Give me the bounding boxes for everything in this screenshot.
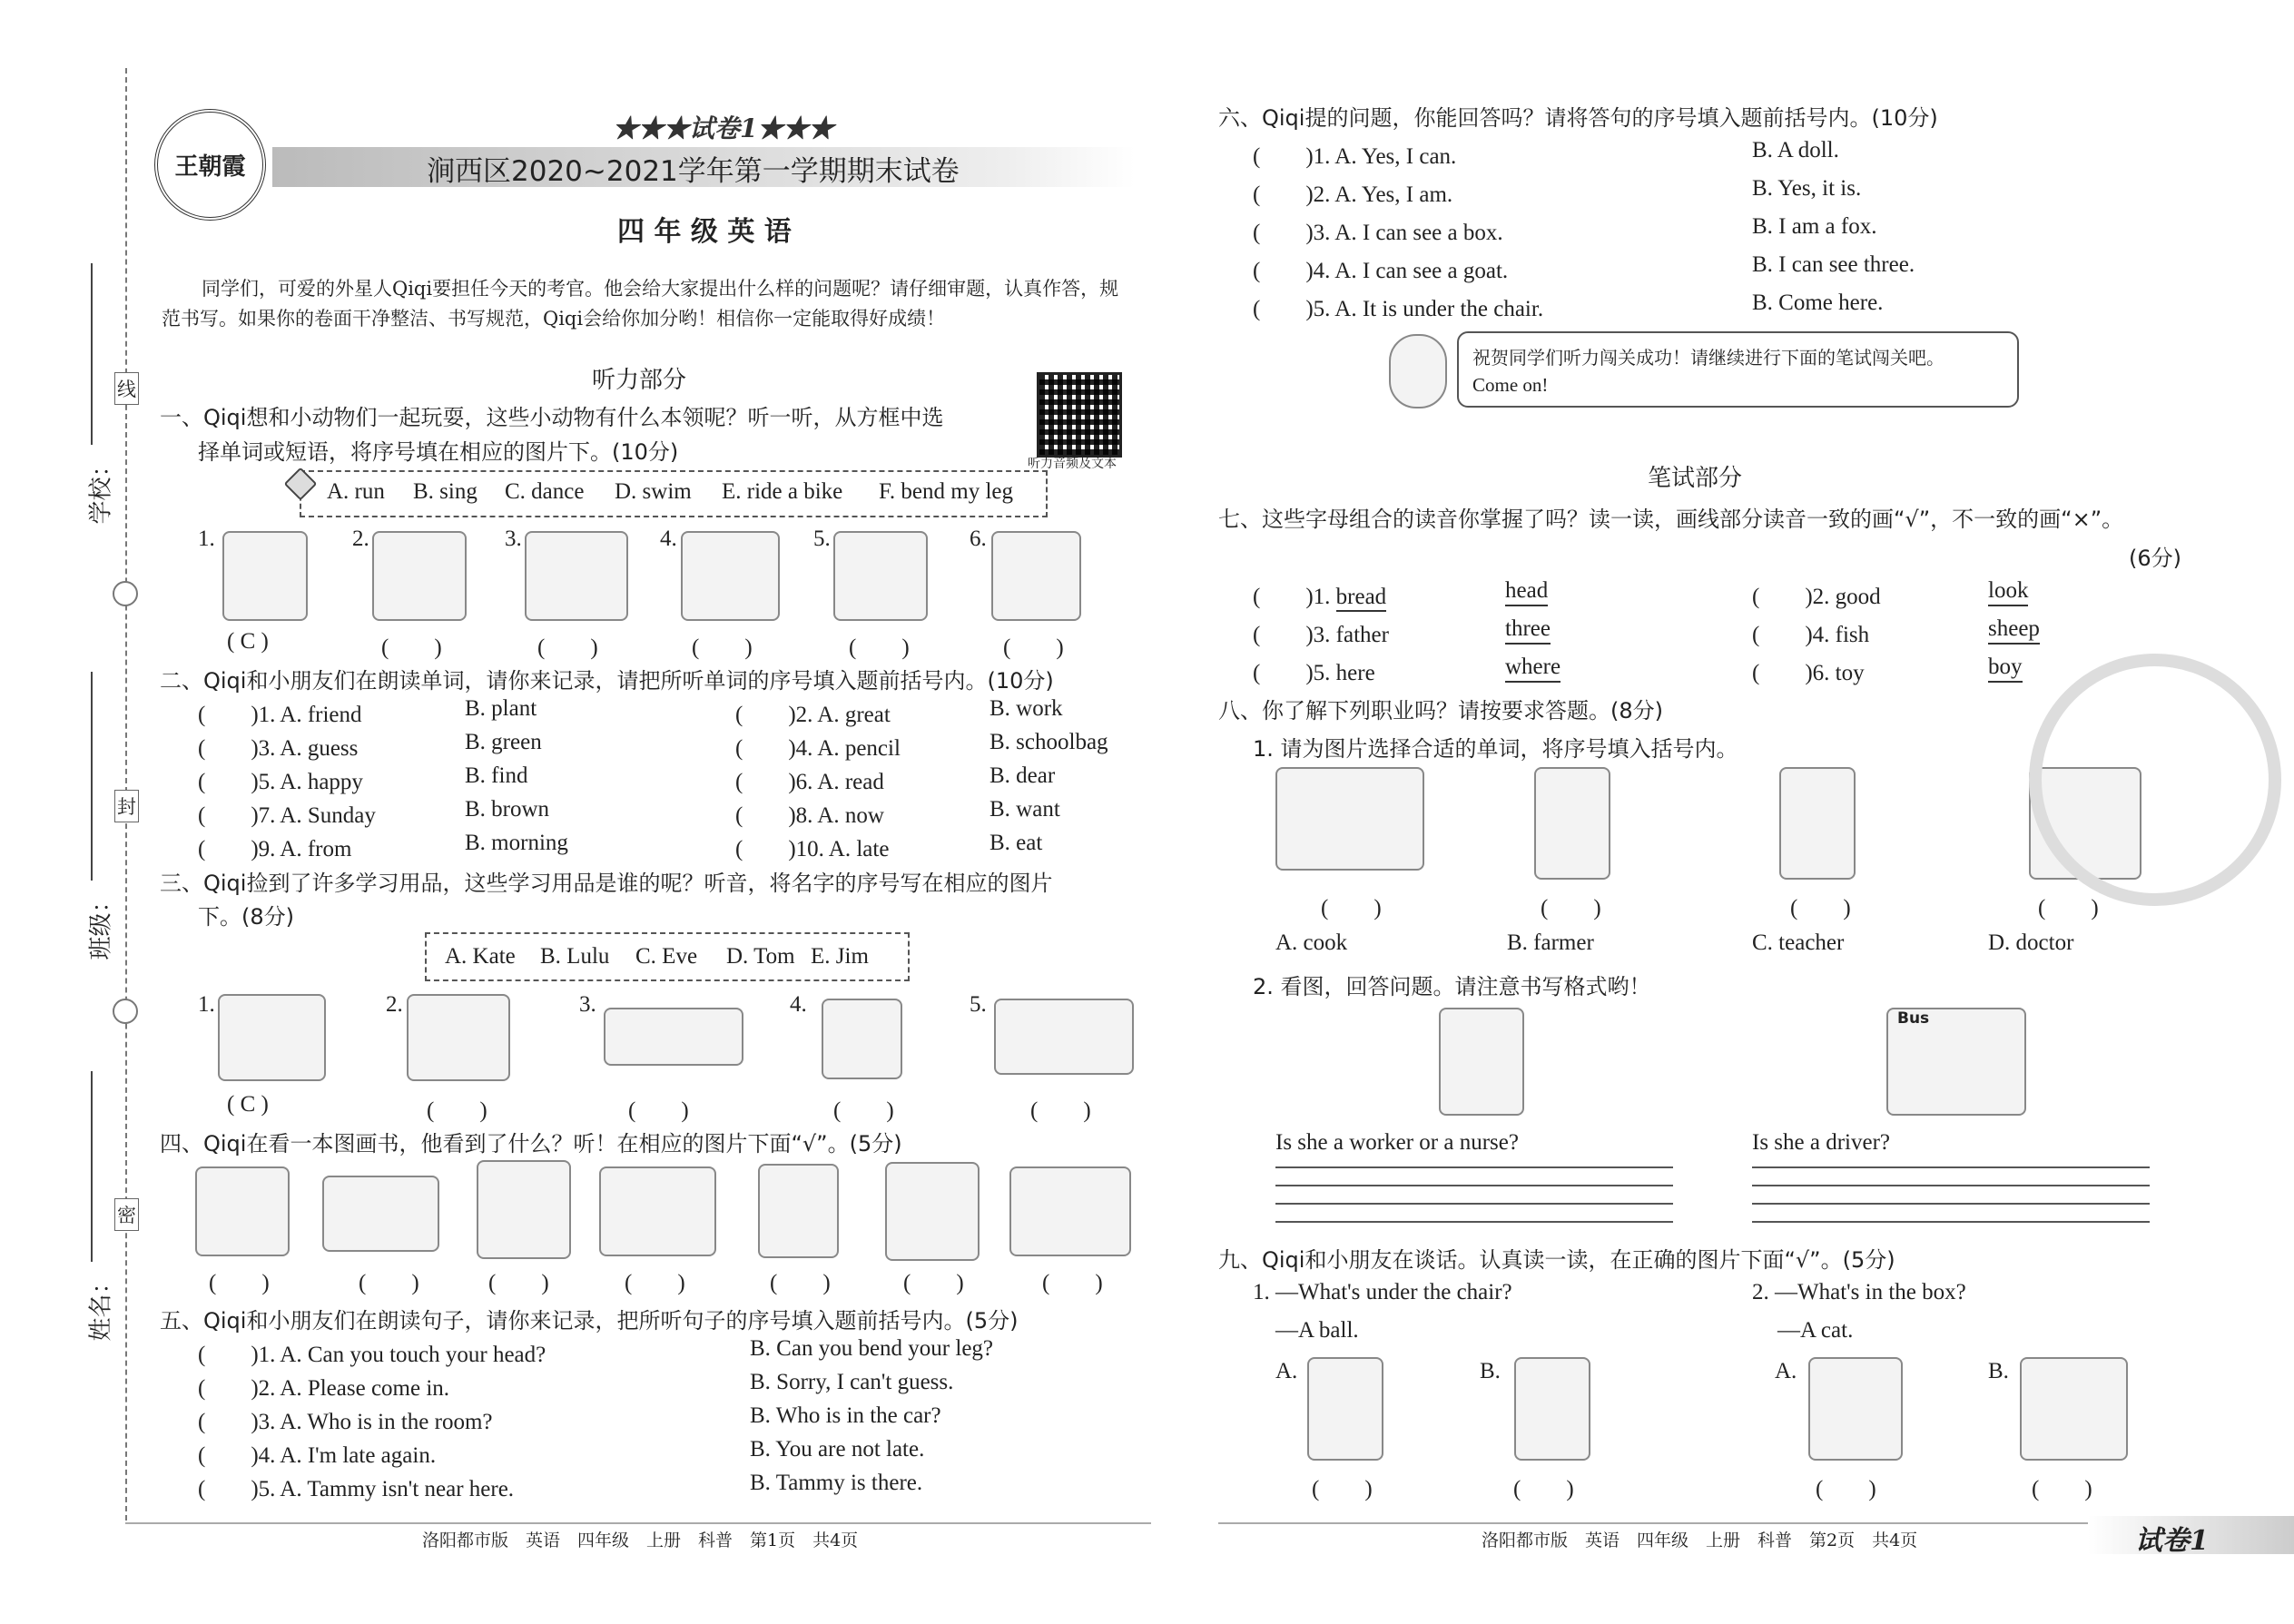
s9-label: A.: [1775, 1359, 1797, 1383]
s7-cell: ( )2. good: [1752, 585, 1881, 609]
side-school-label: 学校：: [87, 453, 115, 525]
s1-title-line2: 择单词或短语，将序号填在相应的图片下。(10分): [198, 439, 679, 465]
monkey-icon: [758, 1164, 839, 1258]
s8-option: C. teacher: [1752, 930, 1845, 955]
s2-cell: ( )1. A. friend: [198, 703, 362, 727]
s5-title: 五、Qiqi和小朋友们在朗读句子，请你来记录，把所听句子的序号填入题前括号内。(5分): [160, 1308, 1019, 1334]
s1-item-number: 3.: [505, 527, 522, 551]
s8-answer: ( ): [1321, 896, 1382, 920]
subject-title: 四 年 级 英 语: [617, 216, 792, 248]
s8-option: A. cook: [1275, 930, 1348, 955]
s5-cell: ( )2. A. Please come in.: [198, 1376, 450, 1401]
secret-seal-watermark-icon: [2029, 654, 2281, 906]
s7-cell: ( )5. here: [1253, 661, 1375, 685]
s8-option: D. doctor: [1988, 930, 2074, 955]
pig-icon: [525, 531, 628, 621]
s1-answer: ( ): [537, 635, 598, 660]
s9-label: A.: [1275, 1359, 1298, 1383]
s2-cell: B. green: [465, 730, 542, 754]
s7-word: sheep: [1988, 616, 2040, 645]
s4-answer: ( ): [488, 1271, 549, 1295]
s5-cell: ( )1. A. Can you touch your head?: [198, 1343, 546, 1367]
table-with-clock-icon: [2020, 1357, 2128, 1461]
s9-q1: 1. —What's under the chair?: [1253, 1280, 1512, 1304]
s7-word: head: [1505, 578, 1548, 606]
s2-cell: B. brown: [465, 797, 550, 822]
s4-answer: ( ): [625, 1271, 685, 1295]
cow-icon: [599, 1166, 716, 1256]
s9-label: B.: [1480, 1359, 1501, 1383]
s5-cell: B. Sorry, I can't guess.: [750, 1370, 954, 1394]
writing-line[interactable]: [1275, 1221, 1673, 1223]
s3-option: C. Eve: [635, 944, 698, 969]
s1-item-number: 2.: [352, 527, 369, 551]
s3-item-number: 3.: [579, 992, 596, 1017]
s1-answer: ( C ): [227, 629, 269, 654]
s7-title: 七、这些字母组合的读音你掌握了吗？读一读，画线部分读音一致的画“√”，不一致的画“×”。: [1218, 507, 2124, 532]
s6-title: 六、Qiqi提的问题，你能回答吗？请将答句的序号填入题前括号内。(10分): [1218, 105, 1938, 131]
s4-answer: ( ): [1042, 1271, 1103, 1295]
bees-icon: [322, 1176, 439, 1252]
s6-cell: B. I can see three.: [1752, 252, 1915, 277]
side-mark-secret: 密: [114, 1198, 139, 1231]
s9-answer: ( ): [1816, 1477, 1876, 1501]
bear-icon: [195, 1166, 290, 1256]
writing-line[interactable]: [1752, 1185, 2150, 1186]
s3-option: A. Kate: [445, 944, 516, 969]
bird-icon: [681, 531, 780, 621]
s3-item-number: 5.: [970, 992, 987, 1017]
chair-with-ball-under-icon: [1514, 1357, 1590, 1461]
writing-line[interactable]: [1275, 1185, 1673, 1186]
s7-cell: [1253, 578, 1386, 611]
side-class-line: [91, 672, 93, 881]
farmer-icon: [1779, 767, 1856, 880]
cat-in-box-icon: [1808, 1357, 1903, 1461]
s2-cell: B. plant: [465, 696, 537, 721]
s3-title-line1: 三、Qiqi捡到了许多学习用品，这些学习用品是谁的呢？听音，将名字的序号写在相应的图片: [160, 871, 1053, 896]
logo-text: 王朝霞: [174, 153, 246, 181]
s7-word: look: [1988, 578, 2028, 606]
panda-icon: [885, 1162, 980, 1261]
side-school-line: [91, 263, 93, 445]
s3-item-number: 1.: [198, 992, 215, 1017]
side-name-label: 姓名：: [87, 1270, 115, 1342]
book-icon: [994, 999, 1134, 1075]
s5-cell: B. Tammy is there.: [750, 1471, 923, 1495]
s9-title: 九、Qiqi和小朋友在谈话。认真读一读，在正确的图片下面“√”。(5分): [1218, 1247, 1895, 1273]
intro-line-2: 范书写。如果你的卷面干净整洁、书写规范，Qiqi会给你加分哟！相信你一定能取得好成绩！: [162, 308, 946, 330]
writing-line[interactable]: [1752, 1203, 2150, 1205]
s2-cell: B. find: [465, 763, 528, 788]
writing-heading: 笔试部分: [1648, 465, 1743, 492]
s6-cell: ( )1. A. Yes, I can.: [1253, 144, 1457, 169]
s9-q2: 2. —What's in the box?: [1752, 1280, 1966, 1304]
s1-option: D. swim: [615, 479, 692, 504]
s5-cell: ( )4. A. I'm late again.: [198, 1443, 437, 1468]
binding-hole-icon: [113, 999, 138, 1024]
banner-label: ★★★试卷1★★★: [613, 113, 834, 143]
worker-woman-icon: [1439, 1008, 1524, 1116]
s4-answer: ( ): [359, 1271, 419, 1295]
side-class-label: 班级：: [87, 889, 115, 960]
s5-cell: B. Who is in the car?: [750, 1403, 941, 1428]
s1-answer: ( ): [381, 635, 442, 660]
s8-title: 八、你了解下列职业吗？请按要求答题。(8分): [1218, 698, 1663, 723]
side-mark-seal: 封: [114, 790, 139, 822]
s8-answer: ( ): [1541, 896, 1601, 920]
s2-cell: ( )8. A. now: [735, 803, 884, 828]
s5-cell: ( )3. A. Who is in the room?: [198, 1410, 493, 1434]
bag-icon: [218, 994, 326, 1081]
s1-answer: ( ): [1003, 635, 1064, 660]
s3-answer: ( ): [833, 1098, 894, 1123]
s2-cell: B. work: [989, 696, 1063, 721]
s5-cell: B. You are not late.: [750, 1437, 925, 1462]
footer-rule-left: [125, 1522, 1151, 1524]
s1-option: E. ride a bike: [722, 479, 843, 504]
s7-cell: ( )6. toy: [1752, 661, 1865, 685]
s3-option: E. Jim: [811, 944, 869, 969]
s2-cell: B. want: [989, 797, 1060, 822]
s3-answer: ( C ): [227, 1092, 269, 1117]
footer-right: 洛阳都市版 英语 四年级 上册 科普 第2页 共4页: [1482, 1530, 1918, 1550]
s4-title: 四、Qiqi在看一本图画书，他看到了什么？听！在相应的图片下面“√”。(5分): [160, 1131, 902, 1156]
alien-qiqi-icon: [1389, 334, 1447, 408]
s9-answer: ( ): [2032, 1477, 2092, 1501]
s9-answer: ( ): [1312, 1477, 1373, 1501]
s2-title: 二、Qiqi和小朋友们在朗读单词，请你来记录，请把所听单词的序号填入题前括号内。(10分): [160, 668, 1054, 694]
s3-option: D. Tom: [726, 944, 795, 969]
s3-item-number: 4.: [790, 992, 807, 1017]
chicken-icon: [222, 531, 308, 621]
listening-heading: 听力部分: [592, 367, 687, 394]
s2-cell: ( )2. A. great: [735, 703, 891, 727]
s1-item-number: 1.: [198, 527, 215, 551]
writing-line[interactable]: [1275, 1166, 1673, 1168]
s8-option: B. farmer: [1507, 930, 1594, 955]
s2-cell: B. eat: [989, 831, 1043, 855]
s1-option: A. run: [327, 479, 385, 504]
s2-cell: ( )9. A. from: [198, 837, 352, 861]
s7-cell: ( )4. fish: [1752, 623, 1870, 647]
bubble-line-2: Come on!: [1472, 374, 1549, 396]
doctor-icon: [1534, 767, 1610, 880]
s2-cell: ( )10. A. late: [735, 837, 890, 861]
s4-answer: ( ): [770, 1271, 831, 1295]
s7-word: where: [1505, 655, 1561, 683]
s8-answer: ( ): [2038, 896, 2099, 920]
s9-a2: —A cat.: [1777, 1318, 1854, 1343]
s3-item-number: 2.: [386, 992, 403, 1017]
chair-with-ball-on-icon: [1307, 1357, 1383, 1461]
s7-score: (6分): [2129, 546, 2181, 571]
s1-item-number: 4.: [660, 527, 677, 551]
s2-cell: B. morning: [465, 831, 568, 855]
s2-cell: ( )6. A. read: [735, 770, 884, 794]
s1-item-number: 5.: [813, 527, 831, 551]
footer-tag: 试卷1: [2135, 1525, 2209, 1557]
s6-cell: ( )3. A. I can see a box.: [1253, 221, 1503, 245]
s8-q2: 2. 看图，回答问题。请注意书写格式哟！: [1253, 974, 1651, 999]
s7-word: boy: [1988, 655, 2023, 683]
s6-cell: B. Come here.: [1752, 290, 1884, 315]
fish-icon: [372, 531, 467, 621]
s5-cell: B. Can you bend your leg?: [750, 1336, 994, 1361]
pencil-icon: [822, 999, 902, 1079]
s2-cell: ( )4. A. pencil: [735, 736, 901, 761]
s1-option: B. sing: [413, 479, 478, 504]
tree-icon: [477, 1160, 571, 1259]
qr-code-icon: [1037, 372, 1122, 458]
footer-left: 洛阳都市版 英语 四年级 上册 科普 第1页 共4页: [422, 1530, 859, 1550]
s7-word: three: [1505, 616, 1551, 645]
s3-answer: ( ): [1030, 1098, 1091, 1123]
s6-cell: ( )4. A. I can see a goat.: [1253, 259, 1509, 283]
intro-line-1: 同学们，可爱的外星人Qiqi要担任今天的考官。他会给大家提出什么样的问题呢？请仔细审题，认真作答，规: [202, 278, 1119, 300]
writing-line[interactable]: [1752, 1221, 2150, 1223]
teacher-icon: [1275, 767, 1424, 871]
s1-title-line1: 一、Qiqi想和小动物们一起玩耍，这些小动物有什么本领呢？听一听，从方框中选: [160, 405, 944, 430]
s8-q1: 1. 请为图片选择合适的单词，将序号填入括号内。: [1253, 736, 1738, 762]
s1-option: F. bend my leg: [879, 479, 1013, 504]
s6-cell: ( )2. A. Yes, I am.: [1253, 182, 1453, 207]
s2-cell: ( )7. A. Sunday: [198, 803, 376, 828]
s4-answer: ( ): [209, 1271, 270, 1295]
squirrel-icon: [833, 531, 928, 621]
binding-hole-icon: [113, 581, 138, 606]
bus-label: Bus: [1897, 1009, 1930, 1028]
s3-option: B. Lulu: [540, 944, 610, 969]
qr-caption: 听力音频及文本: [1028, 457, 1117, 471]
s2-cell: B. dear: [989, 763, 1056, 788]
knife-icon: [407, 994, 510, 1081]
s1-answer: ( ): [849, 635, 910, 660]
s6-cell: B. I am a fox.: [1752, 214, 1877, 239]
house-icon: [1009, 1166, 1131, 1256]
s1-answer: ( ): [692, 635, 753, 660]
s8-answer: ( ): [1790, 896, 1851, 920]
bubble-line-1: 祝贺同学们听力闯关成功！请继续进行下面的笔试闯关吧。: [1472, 347, 1944, 369]
s5-cell: ( )5. A. Tammy isn't near here.: [198, 1477, 515, 1501]
s4-answer: ( ): [903, 1271, 964, 1295]
side-name-line: [91, 1071, 93, 1262]
s6-cell: B. Yes, it is.: [1752, 176, 1862, 201]
s3-answer: ( ): [427, 1098, 487, 1123]
s9-label: B.: [1988, 1359, 2009, 1383]
s8-question-a: Is she a worker or a nurse?: [1275, 1130, 1519, 1155]
s3-answer: ( ): [628, 1098, 689, 1123]
s2-cell: ( )3. A. guess: [198, 736, 359, 761]
writing-line[interactable]: [1752, 1166, 2150, 1168]
exam-title: 涧西区2020~2021学年第一学期期末试卷: [427, 155, 960, 188]
s3-title-line2: 下。(8分): [198, 904, 294, 930]
s6-cell: ( )5. A. It is under the chair.: [1253, 297, 1544, 321]
side-mark-line: 线: [114, 372, 139, 405]
s8-question-b: Is she a driver?: [1752, 1130, 1891, 1155]
s2-cell: B. schoolbag: [989, 730, 1108, 754]
s6-cell: B. A doll.: [1752, 138, 1839, 162]
cat-icon: [991, 531, 1081, 621]
s9-answer: ( ): [1513, 1477, 1574, 1501]
s1-option: C. dance: [505, 479, 585, 504]
ruler-icon: [604, 1008, 743, 1066]
logo-badge-icon: [154, 109, 266, 221]
s7-cell: ( )3. father: [1253, 623, 1389, 647]
s2-cell: ( )5. A. happy: [198, 770, 363, 794]
s9-a1: —A ball.: [1275, 1318, 1359, 1343]
s7-prefix: ( )1.: [1253, 585, 1336, 609]
s1-item-number: 6.: [970, 527, 987, 551]
writing-line[interactable]: [1275, 1203, 1673, 1205]
s7-word: bread: [1336, 585, 1387, 612]
